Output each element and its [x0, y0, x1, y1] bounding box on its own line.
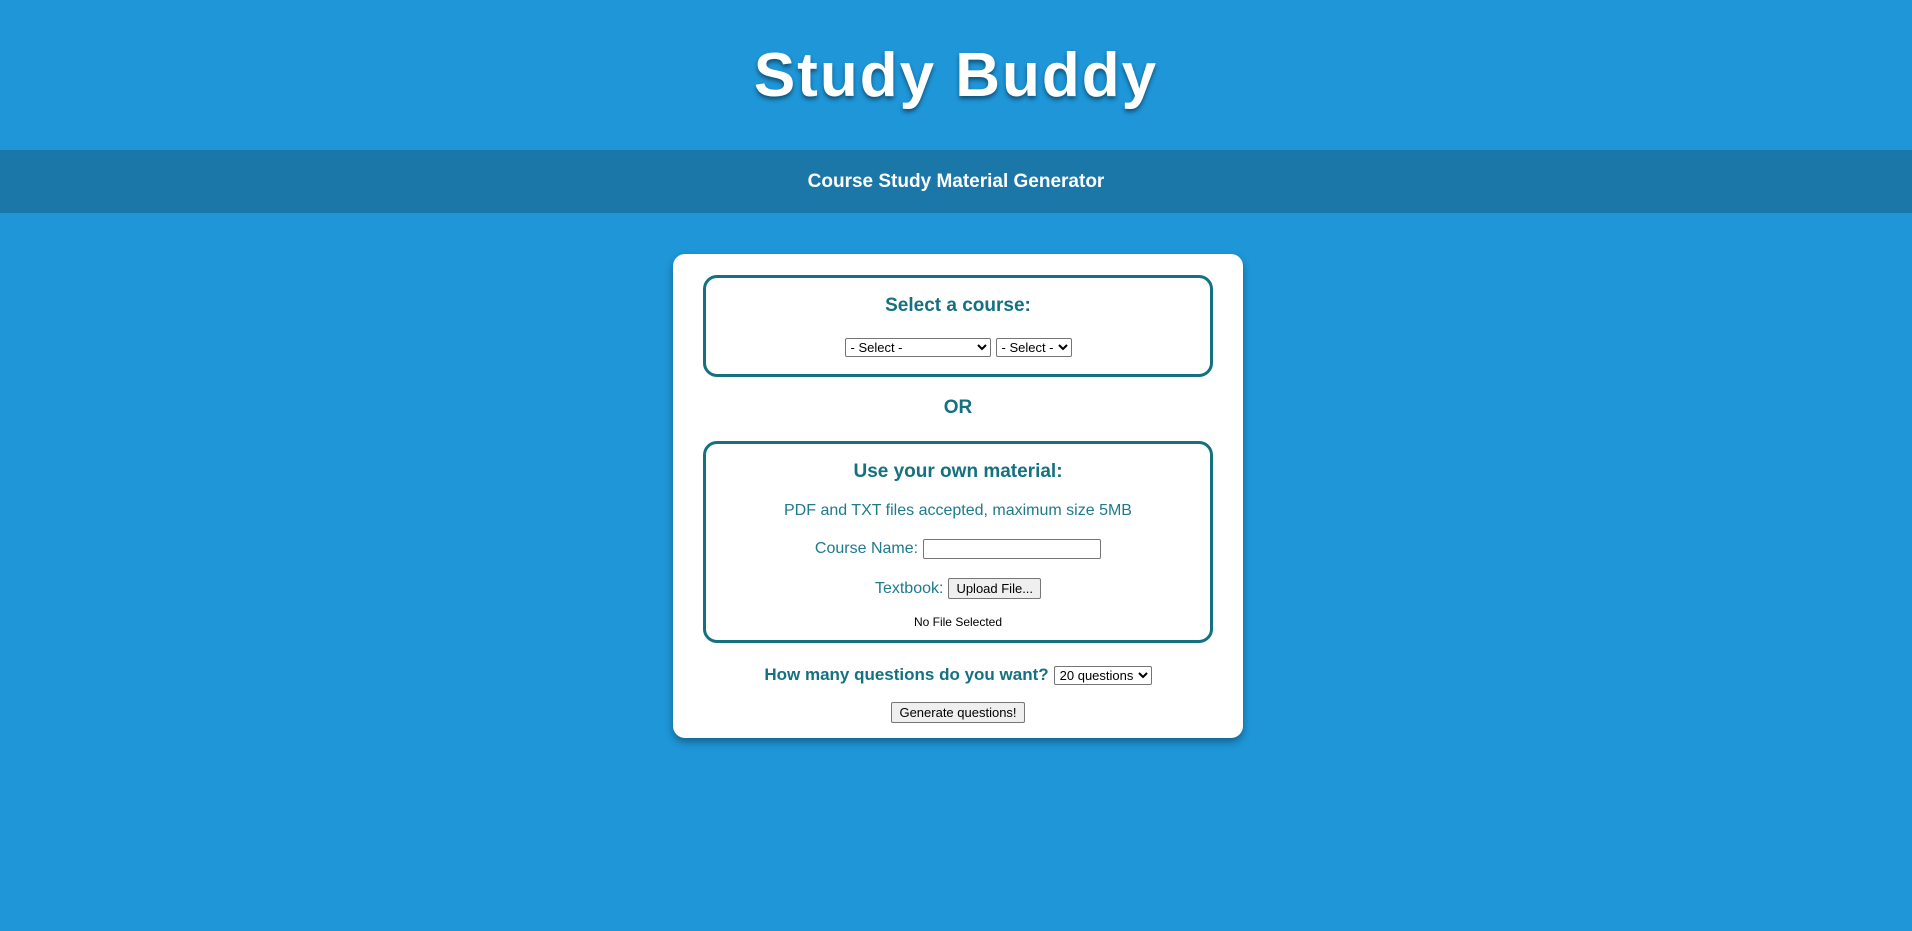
question-count-row	[673, 665, 1243, 685]
textbook-row	[706, 578, 1210, 599]
generator-card	[673, 254, 1243, 738]
header-banner	[0, 0, 1912, 150]
course-select-row	[706, 338, 1210, 357]
subtitle-bar	[0, 150, 1912, 213]
generate-questions-button[interactable]: Generate questions!	[891, 702, 1024, 723]
question-count-label: How many questions do you want?	[764, 665, 1049, 684]
course-number-select[interactable]	[996, 338, 1072, 357]
upload-file-button[interactable]: Upload File...	[948, 578, 1041, 599]
question-count-select[interactable]	[1054, 666, 1152, 685]
course-name-input[interactable]	[923, 539, 1101, 559]
course-select-panel	[703, 275, 1213, 377]
app-title: Study Buddy	[753, 40, 1159, 110]
own-material-panel	[703, 441, 1213, 643]
file-requirements-note: PDF and TXT files accepted, maximum size 5MB	[784, 502, 1132, 519]
own-material-heading: Use your own material:	[853, 461, 1063, 482]
course-name-label: Course Name:	[814, 540, 919, 557]
textbook-label: Textbook:	[874, 579, 944, 597]
generate-row	[673, 702, 1243, 723]
course-subject-select[interactable]	[845, 338, 991, 357]
or-divider: OR	[943, 397, 973, 418]
file-status-text: No File Selected	[913, 615, 1003, 629]
course-select-heading: Select a course:	[885, 295, 1031, 316]
course-name-row	[706, 539, 1210, 559]
app-subtitle: Course Study Material Generator	[807, 170, 1105, 192]
